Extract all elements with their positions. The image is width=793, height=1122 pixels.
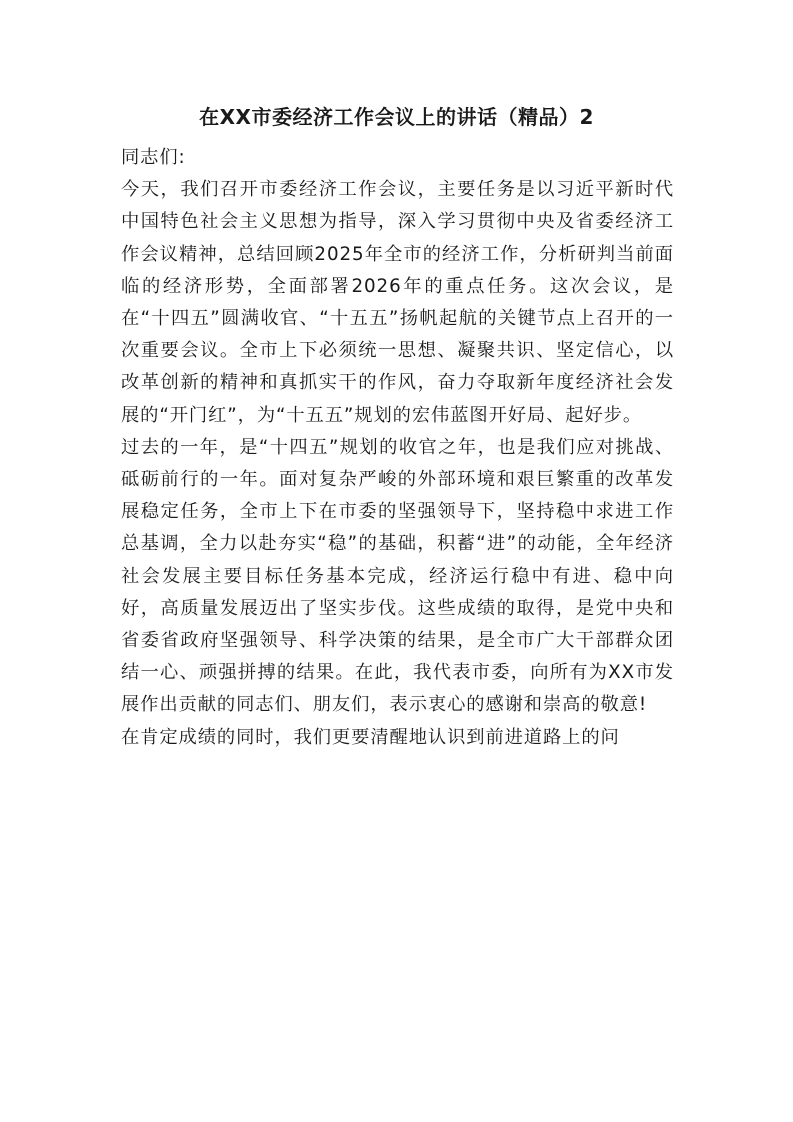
paragraph-problems: 在肯定成绩的同时，我们更要清醒地认识到前进道路上的问 <box>121 726 620 748</box>
paragraph-review: 过去的一年，是“十四五”规划的收官之年，也是我们应对挑战、砥砺前行的一年。面对复杂严峻的外部环境和艰巨繁重的改革发展稳定任务，全市上下在市委的坚强领导下，坚持稳中求进工作总基调，全力以赴夯实“稳”的基础，积蓄“进”的动能，全年经济社会发展主要目标任务基本完成，经济运行稳中有进、稳中向好，高质量发展迈出了坚实步伐。这些成绩的取得，是党中央和省委省政府坚强领导、科学决策的结果，是全市广大干部群众团结一心、顽强拼搏的结果。在此，我代表市委，向所有为XX市发展作出贡献的同志们、朋友们，表示衷心的感谢和崇高的敬意! <box>121 436 674 716</box>
document-title: 在XX市委经济工作会议上的讲话（精品）2 <box>199 105 594 129</box>
salutation: 同志们: <box>121 147 186 168</box>
document-body <box>121 142 674 754</box>
paragraph-opening: 今天，我们召开市委经济工作会议，主要任务是以习近平新时代中国特色社会主义思想为指导，深入学习贯彻中央及省委经济工作会议精神，总结回顾2025年全市的经济工作，分析研判当前面临的经济形势，全面部署2026年的重点任务。这次会议，是在“十四五”圆满收官、“十五五”扬帆起航的关键节点上召开的一次重要会议。全市上下必须统一思想、凝聚共识、坚定信心，以改革创新的精神和真抓实干的作风，奋力夺取新年度经济社会发展的“开门红”，为“十五五”规划的宏伟蓝图开好局、起好步。 <box>121 179 674 426</box>
